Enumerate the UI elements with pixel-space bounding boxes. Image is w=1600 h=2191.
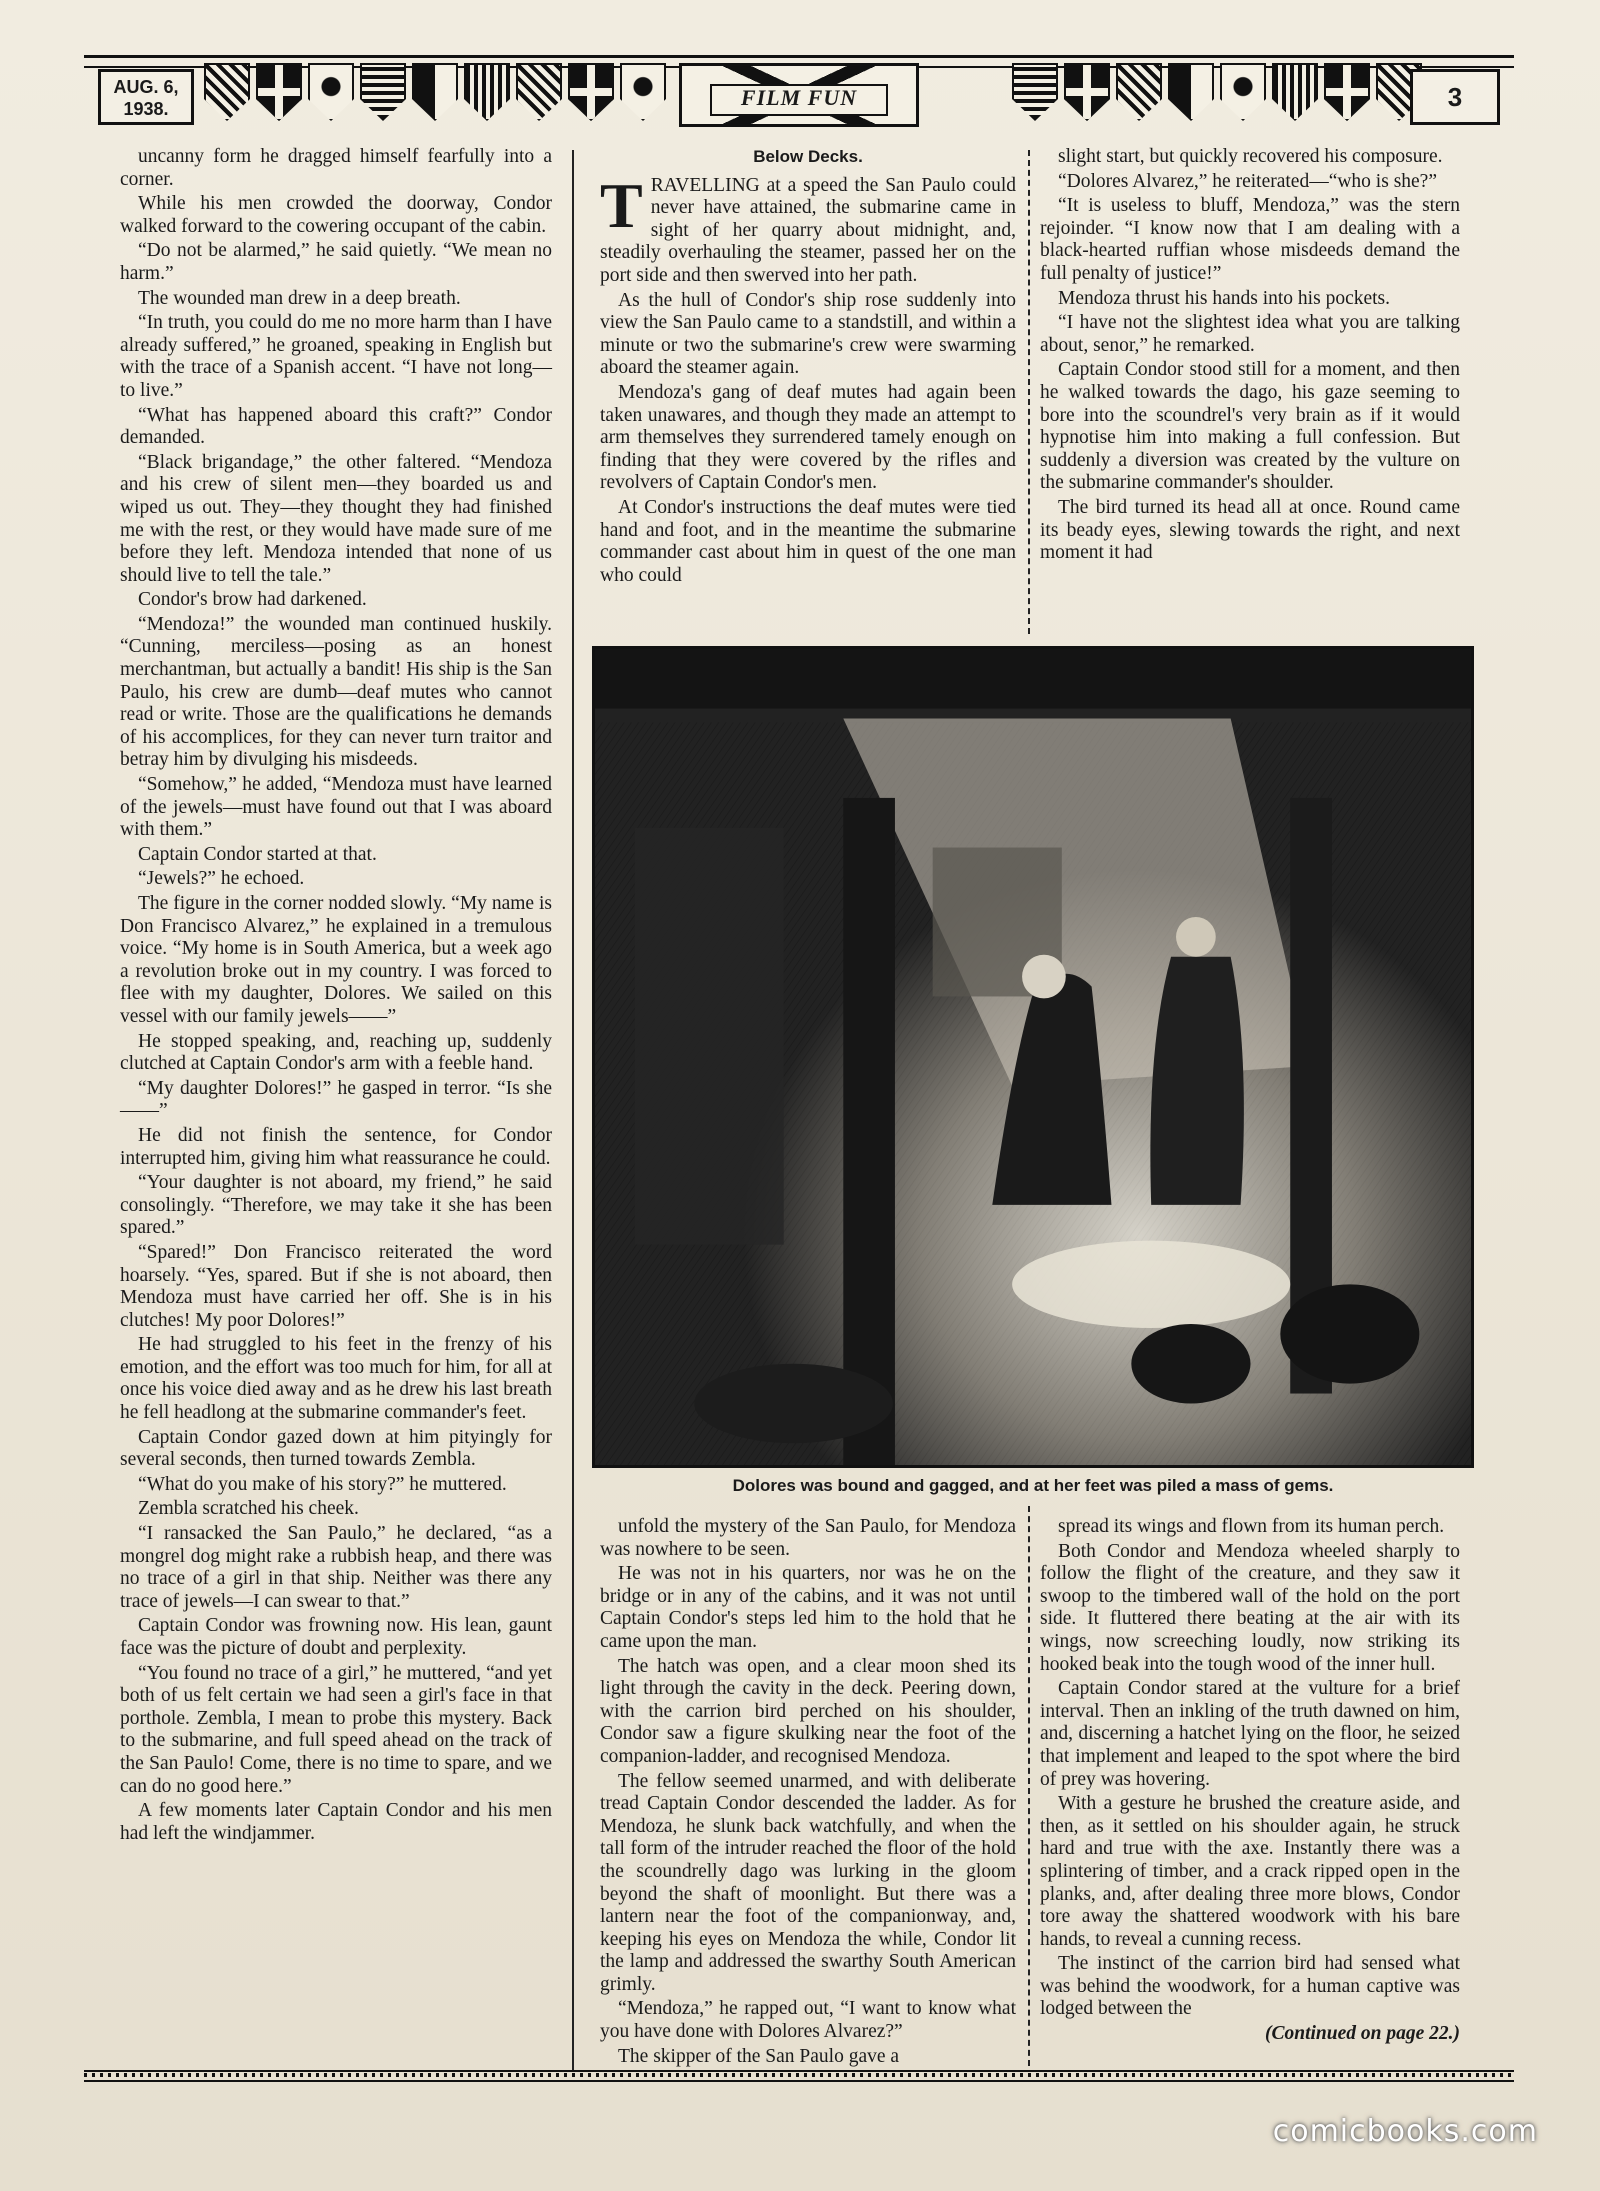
story-paragraph: “Mendoza!” the wounded man continued huskily. “Cunning, merciless—posing as an honest merchantman, but actually a bandit! His ship is the San Paulo, his crew are dumb—deaf mutes who cannot read or write. Those are the qualifications he demands of his accomplices, for they can never turn traitor and betray him by divulging his misdeeds. — [120, 613, 552, 771]
story-paragraph: Captain Condor started at that. — [138, 843, 377, 865]
story-paragraph: The skipper of the San Paulo gave a — [618, 2045, 900, 2067]
story-illustration — [592, 646, 1474, 1468]
story-paragraph: “Mendoza,” he rapped out, “I want to know what you have done with Dolores Alvarez?” — [600, 1998, 1016, 2043]
bunting-flag — [412, 63, 458, 121]
magazine-title: FILM FUN — [710, 84, 888, 116]
ship-hold-illustration — [595, 649, 1471, 1465]
story-paragraph — [600, 169, 1016, 288]
column-divider — [1028, 1506, 1030, 2066]
bunting-flag — [1168, 63, 1214, 121]
illustration-caption: Dolores was bound and gagged, and at her feet was piled a mass of gems. — [732, 1476, 1334, 1495]
story-paragraph: uncanny form he dragged himself fearfully into a corner. — [120, 146, 552, 190]
bunting-flag — [620, 63, 666, 121]
story-paragraph: A few moments later Captain Condor and his men had left the windjammer. — [120, 1800, 552, 1844]
story-paragraph: slight start, but quickly recovered his composure. — [1058, 146, 1443, 167]
story-column-1 — [120, 146, 552, 1847]
story-paragraph: Zembla scratched his cheek. — [138, 1498, 359, 1520]
story-paragraph: “In truth, you could do me no more harm than I have already suffered,” he groaned, speaking in English but with the trace of a Spanish accent. “I have not long—to live.” — [120, 312, 552, 401]
story-paragraph: “What do you make of his story?” he muttered. — [138, 1473, 507, 1495]
story-paragraph: “Do not be alarmed,” he said quietly. “We mean no harm.” — [120, 240, 552, 284]
story-paragraph: “You found no trace of a girl,” he muttered, “and yet both of us felt certain we had seen a girl's face in that porthole. Zembla, I mean to probe this mystery. Back to the submarine, and full speed ahead on the track of the San Paulo! Come, there is no time to spare, and we can do no good here.” — [120, 1662, 552, 1797]
story-paragraph: “Jewels?” he echoed. — [138, 868, 305, 890]
story-paragraph: “Somehow,” he added, “Mendoza must have learned of the jewels—must have found out that I was aboard with them.” — [120, 774, 552, 841]
continued-notice: (Continued on page 22.) — [1264, 2023, 1460, 2045]
story-paragraph: Both Condor and Mendoza wheeled sharply to follow the flight of the creature, and they saw it swoop to the timbered wall of the hold on the port side. It fluttered there beating at the air with its wings, now screeching loudly, now striking its hooked beak into the tough wood of the inner hull. — [1040, 1540, 1460, 1675]
story-paragraph: Captain Condor was frowning now. His lean, gaunt face was the picture of doubt and perplexity. — [120, 1615, 552, 1659]
story-paragraph: “It is useless to bluff, Mendoza,” was the stern rejoinder. “I know now that I am dealing with a black-hearted ruffian whose misdeeds demand the full penalty of justice!” — [1040, 195, 1460, 284]
story-paragraph-text: RAVELLING at a speed the San Paulo could never have attained, the submarine came in sight of her quarry about midnight, and, steadily overhauling the steamer, passed her on the port side and then swerved into her path. — [600, 174, 1016, 286]
story-paragraph: “I have not the slightest idea what you are talking about, senor,” he remarked. — [1040, 312, 1460, 356]
story-paragraph: The bird turned its head all at once. Round came its beady eyes, slewing towards the right, and next moment it had — [1040, 496, 1460, 564]
story-paragraph: The hatch was open, and a clear moon shed its light through the cavity in the deck. Peering down, with the carrion bird perched on his shoulder, Condor saw a figure skulking near the foot of the companion-ladder, and recognised Mendoza. — [600, 1655, 1016, 1767]
column-divider — [1028, 150, 1030, 634]
story-column-2-bottom — [600, 1516, 1016, 2070]
footer-rule — [84, 2070, 1514, 2082]
bunting-flag — [1012, 63, 1058, 121]
bunting-flag — [308, 63, 354, 121]
story-paragraph: He did not finish the sentence, for Condor interrupted him, giving him what reassurance he could. — [120, 1124, 552, 1169]
story-paragraph: “What has happened aboard this craft?” Condor demanded. — [120, 404, 552, 449]
story-paragraph: The wounded man drew in a deep breath. — [138, 287, 461, 309]
story-paragraph: With a gesture he brushed the creature aside, and then, as it settled on his shoulder again, he struck hard and true with the axe. Instantly there was a splintering of timber, and a crack ripped open in the planks, and, after dealing three more blows, Condor tore away the shattered woodwork with his bare hands, to reveal a cunning recess. — [1040, 1793, 1460, 1950]
section-subheading: Below Decks. — [753, 147, 863, 166]
page-number: 3 — [1410, 69, 1500, 125]
issue-date-box — [98, 69, 194, 125]
bunting-flag — [204, 63, 250, 121]
bunting-flag — [1064, 63, 1110, 121]
drop-cap: T — [600, 169, 643, 241]
page-header — [84, 55, 1514, 133]
union-jack-title-banner — [679, 63, 919, 127]
bunting-flag — [256, 63, 302, 121]
story-column-2-top — [600, 146, 1016, 589]
story-paragraph: The fellow seemed unarmed, and with deliberate tread Captain Condor descended the ladder. As for Mendoza, he slunk back watchfully, and when the tall form of the intruder reached the floor of the hold the scoundrelly dago was lurking in the gloom beyond the shaft of moonlight. But there was a lantern near the foot of the companionway, and, keeping his eyes on Mendoza the while, Condor lit the lamp and addressed the swarthy South American grimly. — [600, 1770, 1016, 1995]
story-paragraph: “Spared!” Don Francisco reiterated the word hoarsely. “Yes, spared. But if she is not aboard, then Mendoza must have carried her off. She is in his clutches! My poor Dolores!” — [120, 1241, 552, 1331]
story-paragraphs — [1040, 1516, 1460, 2021]
story-paragraphs — [600, 290, 1016, 588]
story-paragraph: unfold the mystery of the San Paulo, for Mendoza was nowhere to be seen. — [600, 1516, 1016, 1560]
story-paragraph: “I ransacked the San Paulo,” he declared, “as a mongrel dog might rake a rubbish heap, and there was no trace of a girl in that ship. Neither was there any trace of jewels—I can swear to that.” — [120, 1523, 552, 1612]
story-paragraph: “Black brigandage,” the other faltered. “Mendoza and his crew of silent men—they boarded us and wiped us out. They—they thought they had finished me with the rest, or they would have made sure of me before they left. Mendoza intended that none of us should live to tell the tale.” — [120, 451, 552, 586]
story-paragraph: Mendoza thrust his hands into his pockets. — [1058, 287, 1391, 309]
story-column-3-bottom — [1040, 1516, 1460, 2046]
bunting-flag — [1324, 63, 1370, 121]
story-paragraph: While his men crowded the doorway, Condor walked forward to the cowering occupant of the cabin. — [120, 193, 552, 237]
story-paragraph: “Dolores Alvarez,” he reiterated—“who is she?” — [1058, 170, 1437, 192]
story-column-3-top — [1040, 146, 1460, 567]
issue-date-day: AUG. 6, — [113, 77, 179, 97]
site-watermark: comicbooks.com — [1272, 2114, 1538, 2149]
bunting-flag — [1116, 63, 1162, 121]
bunting-flag — [516, 63, 562, 121]
bunting-flag — [1272, 63, 1318, 121]
story-paragraph: He had struggled to his feet in the frenzy of his emotion, and the effort was too much for him, for all at once his voice died away and as he drew his last breath he fell headlong at the submarine commander's feet. — [120, 1334, 552, 1424]
story-paragraph: The instinct of the carrion bird had sensed what was behind the woodwork, for a human captive was lodged between the — [1040, 1953, 1460, 2020]
story-paragraph: “Your daughter is not aboard, my friend,” he said consolingly. “Therefore, we may take it she has been spared.” — [120, 1172, 552, 1239]
story-paragraph: As the hull of Condor's ship rose suddenly into view the San Paulo came to a standstill, and within a minute or two the submarine's crew were swarming aboard the steamer again. — [600, 289, 1016, 379]
story-paragraph: The figure in the corner nodded slowly. “My name is Don Francisco Alvarez,” he explained in a tremulous voice. “My home is in South America, but a week ago a revolution broke out in my country. I was forced to flee with my daughter, Dolores. We sailed on this vessel with our family jewels——” — [120, 893, 552, 1027]
story-paragraph: He was not in his quarters, nor was he on the bridge or in any of the cabins, and it was not until Captain Condor's steps led him to the hold that he came upon the man. — [600, 1563, 1016, 1652]
issue-date-year: 1938. — [123, 99, 169, 119]
story-paragraph: “My daughter Dolores!” he gasped in terror. “Is she——” — [120, 1077, 552, 1122]
bunting-flag — [1220, 63, 1266, 121]
story-paragraph: Condor's brow had darkened. — [138, 589, 367, 611]
story-paragraph: Mendoza's gang of deaf mutes had again been taken unawares, and though they made an attempt to arm themselves they surrendered tamely enough on finding that they were covered by the rifles and revolvers of Captain Condor's men. — [600, 381, 1016, 494]
bunting-flag — [464, 63, 510, 121]
story-paragraph: Captain Condor gazed down at him pityingly for several seconds, then turned towards Zembla. — [120, 1426, 552, 1471]
story-paragraph: Captain Condor stared at the vulture for a brief interval. Then an inkling of the truth dawned on him, and, discerning a hatchet lying on the floor, he seized that implement and leaped to the spot where the bird of prey was hovering. — [1040, 1678, 1460, 1790]
column-divider — [572, 150, 574, 2070]
story-paragraph: spread its wings and flown from its human perch. — [1058, 1516, 1445, 1537]
story-paragraph: He stopped speaking, and, reaching up, suddenly clutched at Captain Condor's arm with a feeble hand. — [120, 1030, 552, 1075]
bunting-flag — [568, 63, 614, 121]
story-paragraph: Captain Condor stood still for a moment, and then he walked towards the dago, his gaze seeming to bore into the scoundrel's very brain as if it would hypnotise him into making a full confession. But suddenly a diversion was created by the vulture on the submarine commander's shoulder. — [1040, 359, 1460, 494]
story-paragraph: At Condor's instructions the deaf mutes were tied hand and foot, and in the meantime the submarine commander cast about him in quest of the one man who could — [600, 496, 1016, 586]
bunting-flag — [360, 63, 406, 121]
